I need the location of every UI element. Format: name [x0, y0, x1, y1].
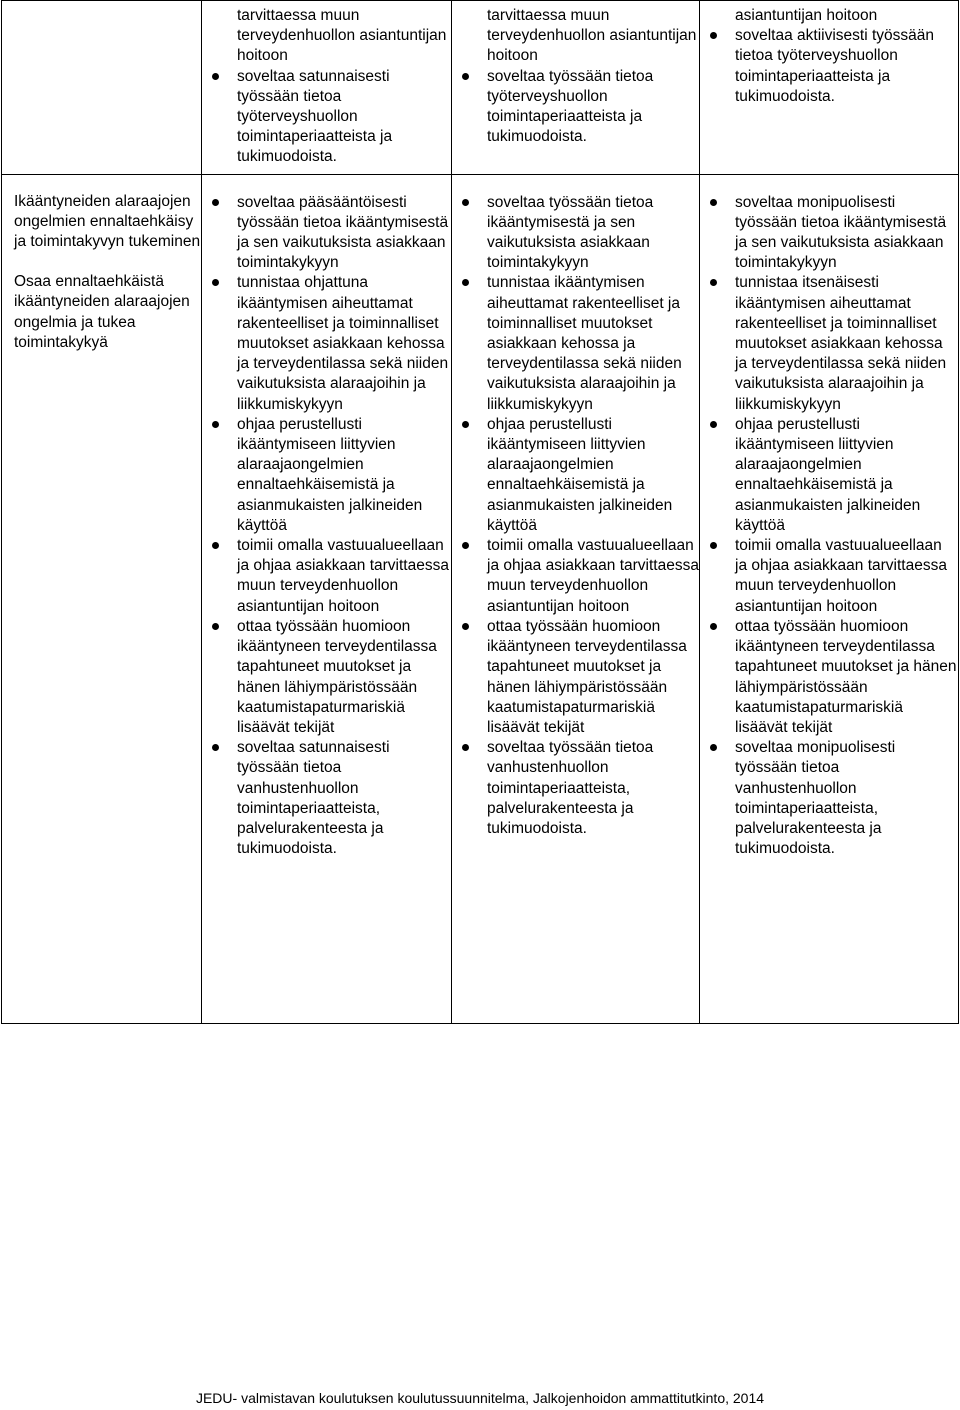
- criteria-text: soveltaa satunnaisesti työssään tietoa vanhustenhuollon toimintaperiaatteista, palvelurakenteesta ja tukimuodoista.: [237, 739, 390, 858]
- criteria-item: [700, 617, 958, 738]
- page-footer: JEDU- valmistavan koulutuksen koulutussuunnitelma, Jalkojenhoidon ammattitutkinto, 2014: [195, 1390, 765, 1406]
- bullet-icon: [710, 623, 717, 630]
- bullet-icon: [710, 199, 717, 206]
- criteria-text: soveltaa satunnaisesti työssään tietoa työterveyshuollon toimintaperiaatteista ja tukimuodoista.: [237, 67, 393, 166]
- criteria-item: [202, 617, 451, 738]
- criteria-text: tarvittaessa muun terveydenhuollon asiantuntijan hoitoon: [237, 7, 447, 65]
- bullet-icon: [710, 279, 717, 286]
- bullet-icon: [462, 744, 469, 751]
- criteria-item: [202, 415, 451, 536]
- criteria-text: asiantuntijan hoitoon: [735, 7, 878, 24]
- criteria-item: [202, 6, 451, 67]
- bullet-icon: [212, 623, 219, 630]
- lead-title: Ikääntyneiden alaraajojen ongelmien ennaltaehkäisy ja toimintakyvyn tukeminen: [14, 192, 201, 251]
- criteria-cell-tyydyttava: [202, 1, 452, 175]
- criteria-text: toimii omalla vastuualueellaan ja ohjaa asiakkaan tarvittaessa muun terveydenhuollon asiantuntijan hoitoon: [487, 537, 699, 615]
- bullet-icon: [462, 73, 469, 80]
- bullet-icon: [212, 421, 219, 428]
- criteria-item: [452, 273, 699, 414]
- criteria-text: soveltaa pääsääntöisesti työssään tietoa ikääntymisestä ja sen vaikutuksista asiakkaan toimintakykyyn: [237, 193, 449, 272]
- criteria-item: [700, 193, 958, 274]
- bullet-icon: [710, 421, 717, 428]
- criteria-text: ohjaa perustellusti ikääntymiseen liittyvien alaraajaongelmien ennaltaehkäisemistä ja asianmukaisten jalkineiden käyttöä: [487, 415, 673, 534]
- criteria-cell-kiitettava: [700, 1, 959, 175]
- criteria-text: toimii omalla vastuualueellaan ja ohjaa asiakkaan tarvittaessa muun terveydenhuollon asiantuntijan hoitoon: [237, 537, 449, 615]
- criteria-item: [700, 415, 958, 536]
- criteria-item: [700, 273, 958, 414]
- criteria-text: soveltaa työssään tietoa ikääntymisestä ja sen vaikutuksista asiakkaan toimintakykyyn: [487, 193, 654, 272]
- criteria-item: [202, 273, 451, 414]
- criteria-item: [202, 738, 451, 859]
- criteria-text: ohjaa perustellusti ikääntymiseen liittyvien alaraajaongelmien ennaltaehkäisemistä ja asianmukaisten jalkineiden käyttöä: [735, 415, 921, 534]
- bullet-icon: [462, 279, 469, 286]
- criteria-text: tarvittaessa muun terveydenhuollon asiantuntijan hoitoon: [487, 7, 697, 65]
- lead-goal: Osaa ennaltaehkäistä ikääntyneiden alaraajojen ongelmia ja tukea toimintakykyä: [14, 273, 190, 351]
- criteria-item: [452, 617, 699, 738]
- criteria-cell-tyydyttava: [202, 174, 452, 1023]
- criteria-item: [202, 536, 451, 617]
- criteria-item: [700, 536, 958, 617]
- criteria-item: [202, 193, 451, 274]
- bullet-icon: [710, 744, 717, 751]
- criteria-text: soveltaa aktiivisesti työssään tietoa työterveyshuollon toimintaperiaatteista ja tukimuodoista.: [735, 27, 935, 105]
- lead-cell-empty: [2, 1, 202, 175]
- bullet-icon: [212, 73, 219, 80]
- criteria-item: [452, 536, 699, 617]
- bullet-icon: [212, 279, 219, 286]
- table-row-continued: [2, 1, 959, 175]
- criteria-text: ottaa työssään huomioon ikääntyneen terveydentilassa tapahtuneet muutokset ja hänen lähiympäristössään kaatumistapaturmariskiä lisäävät tekijät: [487, 617, 687, 736]
- criteria-text: soveltaa työssään tietoa työterveyshuollon toimintaperiaatteista ja tukimuodoista.: [487, 67, 654, 146]
- criteria-item: [700, 6, 958, 26]
- criteria-item: [452, 6, 699, 67]
- table-row-alaraajat: [2, 174, 959, 1023]
- bullet-icon: [462, 623, 469, 630]
- lead-cell: [2, 174, 202, 1023]
- bullet-icon: [212, 744, 219, 751]
- criteria-item: [452, 193, 699, 274]
- criteria-text: soveltaa työssään tietoa vanhustenhuollon toimintaperiaatteista, palvelurakenteesta ja tukimuodoista.: [487, 739, 654, 837]
- criteria-item: [202, 67, 451, 168]
- criteria-text: ohjaa perustellusti ikääntymiseen liittyvien alaraajaongelmien ennaltaehkäisemistä ja asianmukaisten jalkineiden käyttöä: [237, 415, 423, 534]
- criteria-text: toimii omalla vastuualueellaan ja ohjaa asiakkaan tarvittaessa muun terveydenhuollon asiantuntijan hoitoon: [735, 537, 947, 615]
- criteria-item: [452, 415, 699, 536]
- bullet-icon: [462, 542, 469, 549]
- criteria-text: tunnistaa ikääntymisen aiheuttamat rakenteelliset ja toiminnalliset muutokset asiakkaan kehossa ja terveydentilassa sekä niiden vaikutuksista alaraajoihin ja liikkumiskykyyn: [487, 274, 682, 413]
- criteria-text: tunnistaa ohjattuna ikääntymisen aiheuttamat rakenteelliset ja toiminnalliset muutokset asiakkaan kehossa ja terveydentilassa sekä niiden vaikutuksista alaraajoihin ja liikkumiskykyyn: [237, 274, 449, 413]
- criteria-item: [700, 738, 958, 859]
- criteria-cell-kiitettava: [700, 174, 959, 1023]
- bullet-icon: [212, 199, 219, 206]
- criteria-item: [452, 738, 699, 839]
- criteria-table: [1, 0, 959, 1024]
- criteria-item: [700, 26, 958, 107]
- bullet-icon: [462, 199, 469, 206]
- bullet-icon: [710, 32, 717, 39]
- criteria-item: [452, 67, 699, 148]
- criteria-text: tunnistaa itsenäisesti ikääntymisen aiheuttamat rakenteelliset ja toiminnalliset muutokset asiakkaan kehossa ja terveydentilassa sekä niiden vaikutuksista alaraajoihin ja liikkumiskykyyn: [735, 274, 947, 413]
- criteria-text: ottaa työssään huomioon ikääntyneen terveydentilassa tapahtuneet muutokset ja hänen lähiympäristössään kaatumistapaturmariskiä lisäävät tekijät: [237, 617, 437, 736]
- criteria-cell-hyva: [452, 174, 700, 1023]
- criteria-text: soveltaa monipuolisesti työssään tietoa ikääntymisestä ja sen vaikutuksista asiakkaan toimintakykyyn: [735, 193, 947, 272]
- bullet-icon: [212, 542, 219, 549]
- criteria-text: soveltaa monipuolisesti työssään tietoa vanhustenhuollon toimintaperiaatteista, palvelurakenteesta ja tukimuodoista.: [735, 739, 896, 858]
- bullet-icon: [462, 421, 469, 428]
- bullet-icon: [710, 542, 717, 549]
- criteria-cell-hyva: [452, 1, 700, 175]
- criteria-text: ottaa työssään huomioon ikääntyneen terveydentilassa tapahtuneet muutokset ja hänen lähiympäristössään kaatumistapaturmariskiä lisäävät tekijät: [735, 617, 957, 736]
